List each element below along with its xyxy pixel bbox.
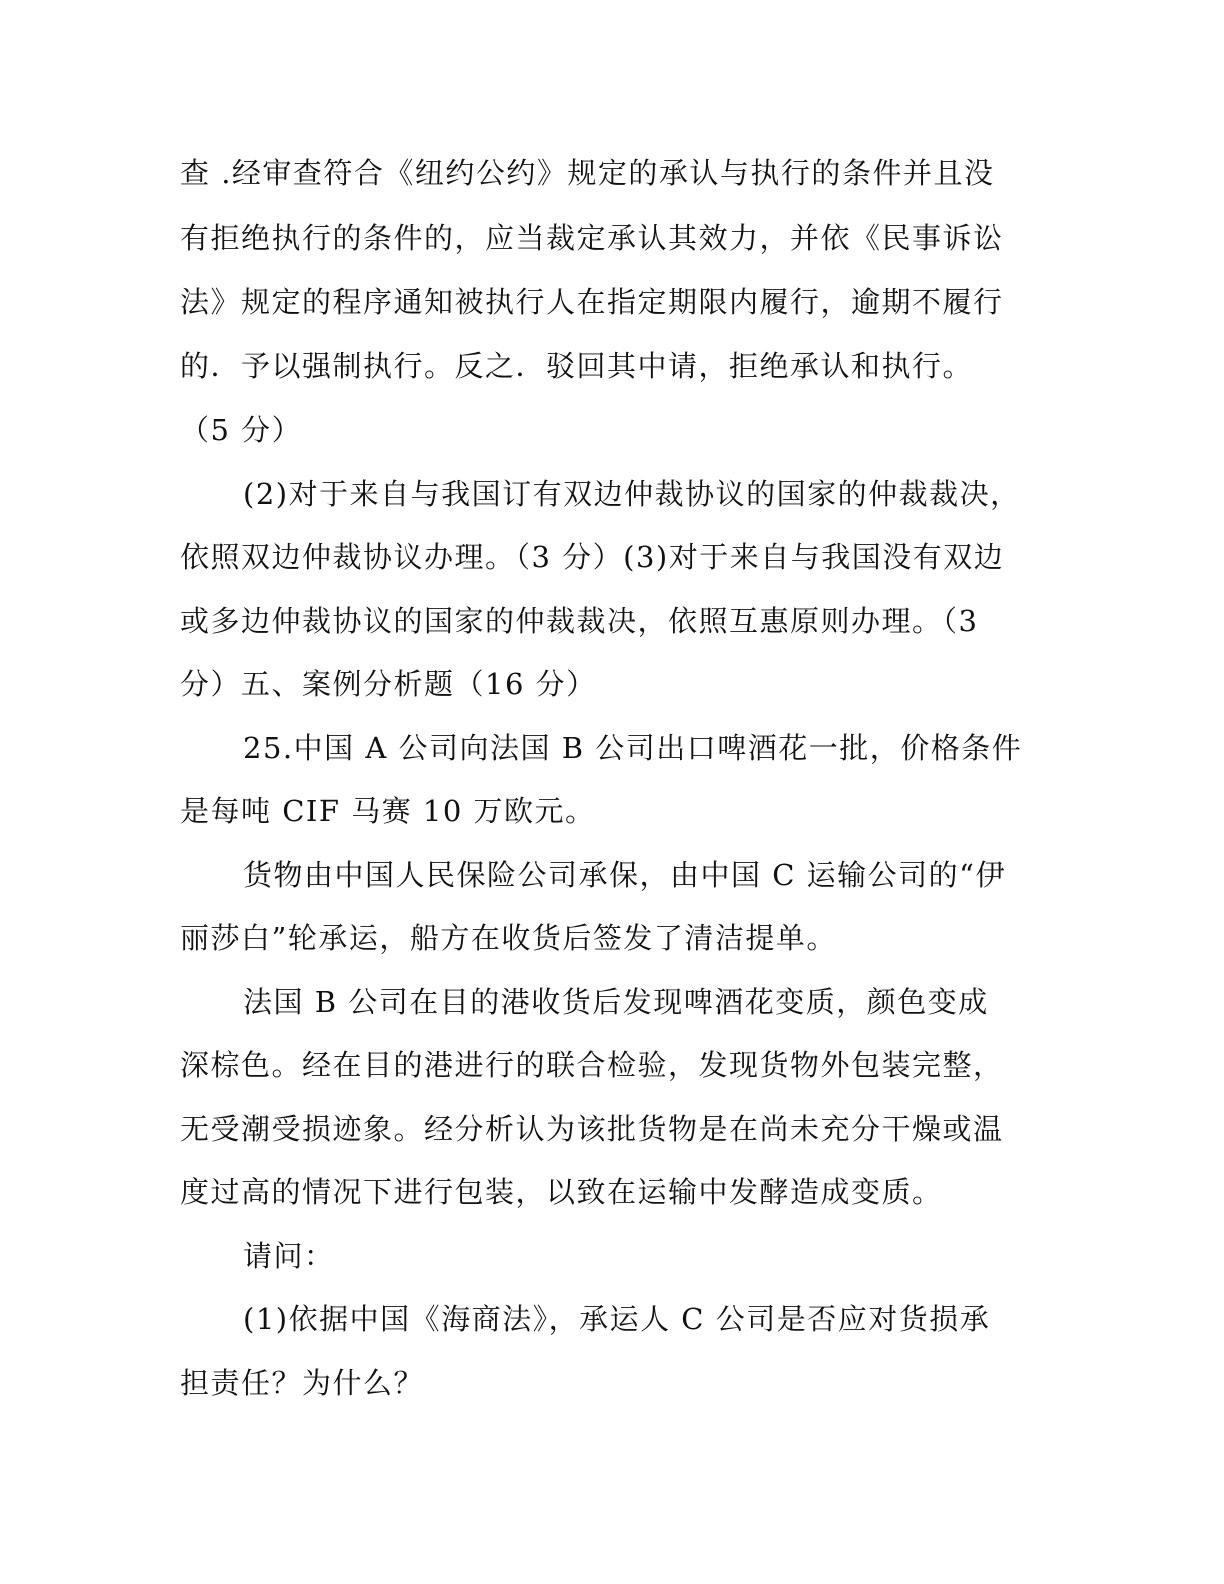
text-line: 是每吨 CIF 马赛 10 万欧元。 [180, 794, 596, 828]
text-line: 货物由中国人民保险公司承保，由中国 C 运输公司的“伊 [243, 858, 1006, 892]
text-line: 查 .经审查符合《纽约公约》规定的承认与执行的条件并且没 [180, 156, 995, 190]
text-line: 丽莎白”轮承运，船方在收货后签发了清洁提单。 [180, 921, 837, 955]
text-line: 无受潮受损迹象。经分析认为该批货物是在尚未充分干燥或温 [180, 1112, 1004, 1146]
text-line: 度过高的情况下进行包装，以致在运输中发酵造成变质。 [180, 1175, 943, 1209]
text-line: 有拒绝执行的条件的，应当裁定承认其效力，并依《民事诉讼 [180, 221, 1004, 255]
text-line: 25.中国 A 公司向法国 B 公司出口啤酒花一批，价格条件 [243, 731, 1023, 765]
text-line: 法国 B 公司在目的港收货后发现啤酒花变质，颜色变成 [243, 985, 989, 1019]
text-line: 或多边仲裁协议的国家的仲裁裁决，依照互惠原则办理。（3 [180, 604, 979, 638]
text-line: 分）五、案例分析题（16 分） [180, 667, 597, 701]
text-line: 担责任？为什么？ [180, 1366, 425, 1400]
text-line: （5 分） [180, 413, 303, 447]
text-line: 依照双边仲裁协议办理。（3 分）(3)对于来自与我国没有双边 [180, 540, 1005, 574]
text-line: (2)对于来自与我国订有双边仲裁协议的国家的仲裁裁决， [243, 477, 1021, 511]
text-line: 请问： [243, 1239, 335, 1273]
text-line: (1)依据中国《海商法》，承运人 C 公司是否应对货损承 [243, 1302, 991, 1336]
text-line: 的．予以强制执行。反之．驳回其中请，拒绝承认和执行。 [180, 349, 974, 383]
text-line: 深棕色。经在目的港进行的联合检验，发现货物外包装完整， [180, 1048, 1004, 1082]
text-line: 法》规定的程序通知被执行人在指定期限内履行，逾期不履行 [180, 285, 1004, 319]
